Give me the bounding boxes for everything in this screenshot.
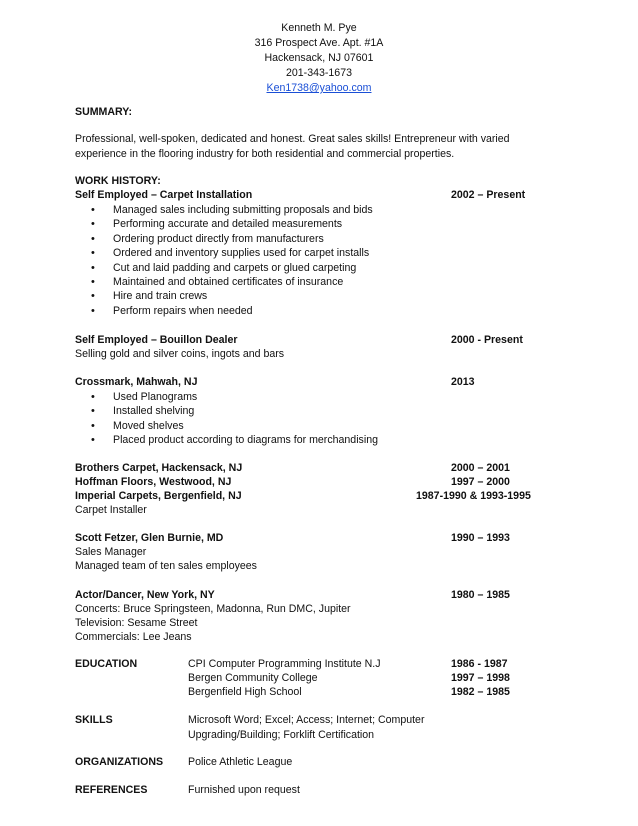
job-detail-commercials: Commercials: Lee Jeans [75, 631, 192, 643]
list-item: • Used Planograms [75, 390, 378, 404]
organizations-heading: ORGANIZATIONS [75, 756, 164, 768]
job-title-scott-fetzer: Scott Fetzer, Glen Burnie, MD [75, 532, 224, 544]
skills-line-2: Upgrading/Building; Forklift Certification [188, 729, 375, 741]
job-desc-scott-fetzer: Managed team of ten sales employees [75, 560, 257, 572]
job-role-sales-manager: Sales Manager [75, 546, 147, 558]
phone-number: 201-343-1673 [286, 67, 352, 79]
job-bullets-crossmark [75, 390, 378, 448]
references-value: Furnished upon request [188, 784, 300, 796]
list-item: • Ordering product directly from manufacturers [75, 232, 373, 246]
candidate-name: Kenneth M. Pye [281, 22, 357, 34]
city-state-zip: Hackensack, NJ 07601 [264, 52, 374, 64]
list-item: • Maintained and obtained certificates of insurance [75, 275, 373, 289]
list-item: • Performing accurate and detailed measurements [75, 217, 373, 231]
job-dates-imperial-carpets: 1987-1990 & 1993-1995 [416, 490, 531, 502]
list-item: • Installed shelving [75, 404, 378, 418]
list-item: • Placed product according to diagrams for merchandising [75, 433, 378, 447]
education-school-2: Bergen Community College [188, 672, 318, 684]
job-title-actor-dancer: Actor/Dancer, New York, NY [75, 589, 215, 601]
summary-line-2: experience in the flooring industry for both residential and commercial properties. [75, 148, 455, 160]
education-school-3: Bergenfield High School [188, 686, 302, 698]
job-dates-crossmark: 2013 [451, 376, 475, 388]
contact-header [0, 21, 638, 96]
job-title-hoffman-floors: Hoffman Floors, Westwood, NJ [75, 476, 232, 488]
job-dates-bouillon-dealer: 2000 - Present [451, 334, 523, 346]
job-dates-scott-fetzer: 1990 – 1993 [451, 532, 510, 544]
list-item: • Ordered and inventory supplies used for carpet installs [75, 246, 373, 260]
education-dates-1: 1986 - 1987 [451, 658, 508, 670]
list-item: • Managed sales including submitting proposals and bids [75, 203, 373, 217]
summary-heading: SUMMARY: [75, 106, 133, 118]
education-dates-3: 1982 – 1985 [451, 686, 510, 698]
job-title-brothers-carpet: Brothers Carpet, Hackensack, NJ [75, 462, 243, 474]
job-dates-brothers-carpet: 2000 – 2001 [451, 462, 510, 474]
list-item: • Hire and train crews [75, 289, 373, 303]
skills-heading: SKILLS [75, 714, 113, 726]
list-item: • Moved shelves [75, 419, 378, 433]
skills-line-1: Microsoft Word; Excel; Access; Internet; Computer [188, 714, 425, 726]
job-detail-television: Television: Sesame Street [75, 617, 198, 629]
education-school-1: CPI Computer Programming Institute N.J [188, 658, 381, 670]
job-dates-hoffman-floors: 1997 – 2000 [451, 476, 510, 488]
references-heading: REFERENCES [75, 784, 148, 796]
organizations-value: Police Athletic League [188, 756, 293, 768]
job-bullets-carpet-installation [75, 203, 373, 318]
job-title-imperial-carpets: Imperial Carpets, Bergenfield, NJ [75, 490, 242, 502]
job-detail-concerts: Concerts: Bruce Springsteen, Madonna, Run DMC, Jupiter [75, 603, 351, 615]
education-heading: EDUCATION [75, 658, 138, 670]
education-dates-2: 1997 – 1998 [451, 672, 510, 684]
job-dates-actor-dancer: 1980 – 1985 [451, 589, 510, 601]
job-role-carpet-installer: Carpet Installer [75, 504, 147, 516]
job-title-bouillon-dealer: Self Employed – Bouillon Dealer [75, 334, 238, 346]
list-item: • Perform repairs when needed [75, 304, 373, 318]
job-desc-bouillon-dealer: Selling gold and silver coins, ingots and bars [75, 348, 285, 360]
summary-line-1: Professional, well-spoken, dedicated and honest. Great sales skills! Entrepreneur with varied [75, 133, 510, 145]
email-link[interactable]: Ken1738@yahoo.com [266, 82, 372, 94]
street-address: 316 Prospect Ave. Apt. #1A [254, 37, 384, 49]
list-item: • Cut and laid padding and carpets or glued carpeting [75, 261, 373, 275]
job-title-crossmark: Crossmark, Mahwah, NJ [75, 376, 198, 388]
job-dates-carpet-installation: 2002 – Present [451, 189, 526, 201]
job-title-carpet-installation: Self Employed – Carpet Installation [75, 189, 253, 201]
work-history-heading: WORK HISTORY: [75, 175, 161, 187]
